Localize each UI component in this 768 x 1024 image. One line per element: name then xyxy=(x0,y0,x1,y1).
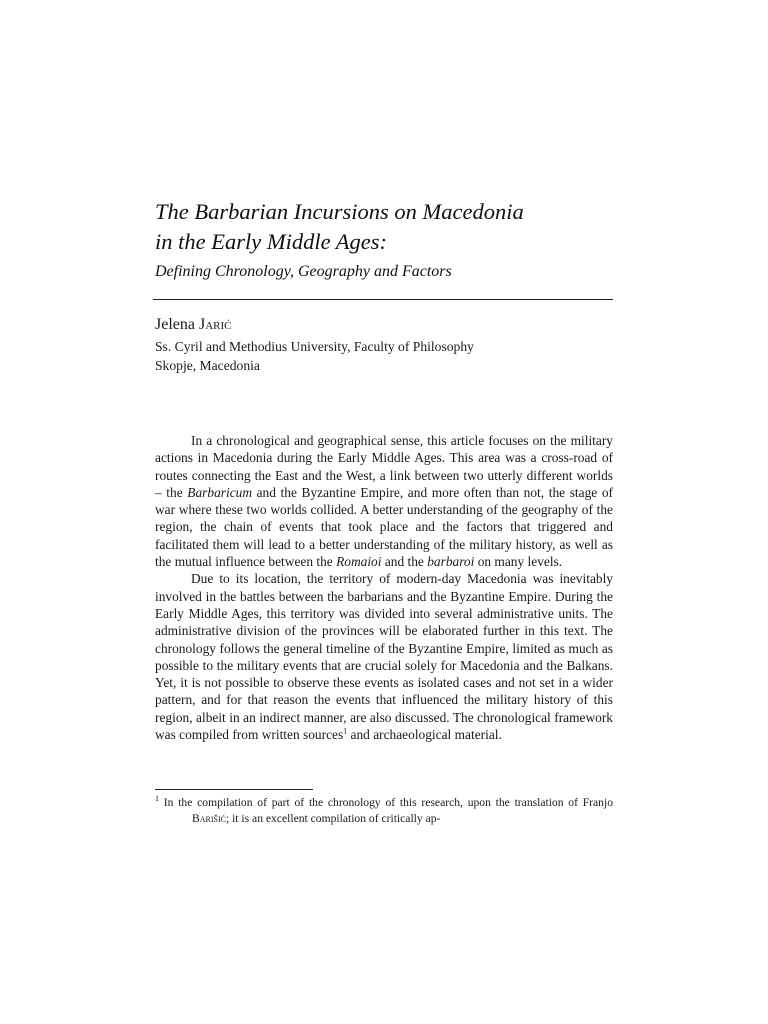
article-subtitle: Defining Chronology, Geography and Factors xyxy=(155,263,452,280)
body-paragraph-1 xyxy=(155,432,613,570)
author-last-name: Jarić xyxy=(198,316,232,333)
affiliation-institution: Ss. Cyril and Methodius University, Faculty of Philosophy xyxy=(155,339,474,354)
title-line-2: in the Early Middle Ages: xyxy=(155,229,388,254)
title-divider xyxy=(153,299,613,300)
footnote-author-name: Barišić xyxy=(192,812,226,825)
author-affiliation xyxy=(155,337,474,375)
article-body xyxy=(155,432,613,743)
body-text: and archaeological material. xyxy=(347,727,502,743)
italic-term: Romaioi xyxy=(336,554,382,570)
affiliation-location: Skopje, Macedonia xyxy=(155,358,260,373)
article-title xyxy=(155,197,625,257)
title-line-1: The Barbarian Incursions on Macedonia xyxy=(155,199,524,224)
body-text: and the Byzantine Empire, and more often than not, the stage of war where these two worlds collided. A better understanding of the geography of the region, the chain of events that took place and the factors that triggered and facilitated them will lead to a better understanding of the military history, as well as the mutual influence between the xyxy=(155,484,613,570)
body-paragraph-2 xyxy=(155,570,613,743)
body-text: and the xyxy=(381,554,428,570)
footnote-1 xyxy=(155,795,613,827)
footnote-text: ; it is an excellent compilation of critically ap- xyxy=(225,812,441,825)
footnote-divider xyxy=(155,789,313,790)
footnote-reference[interactable]: 1 xyxy=(343,726,348,736)
italic-term: Barbaricum xyxy=(187,484,252,500)
author-name xyxy=(155,314,232,336)
body-text: In a chronological and geographical sense, this article focuses on the military actions in Macedonia during the Early Middle Ages. This area was a cross-road of routes connecting the East and the West, a link between two utterly different worlds – the xyxy=(155,433,613,500)
footnote-marker: 1 xyxy=(155,794,159,804)
footnote-text: In the compilation of part of the chronology of this research, upon the translation of Franjo xyxy=(159,796,613,809)
body-text: Due to its location, the territory of modern-day Macedonia was inevitably involved in the battles between the barbarians and the Byzantine Empire. During the Early Middle Ages, this territory was divided into several administrative units. The administrative division of the provinces will be elaborated further in this text. The chronology follows the general timeline of the Byzantine Empire, limited as much as possible to the military events that are crucial solely for Macedonia and the Balkans. Yet, it is not possible to observe these events as isolated cases and not set in a wider pattern, and for that reason the events that influenced the military history of this region, albeit in an indirect manner, are also discussed. The chronological framework was compiled from written sources xyxy=(155,571,613,743)
body-text: on many levels. xyxy=(474,554,563,570)
author-first-name: Jelena xyxy=(155,316,195,333)
italic-term: barbaroi xyxy=(427,554,475,570)
